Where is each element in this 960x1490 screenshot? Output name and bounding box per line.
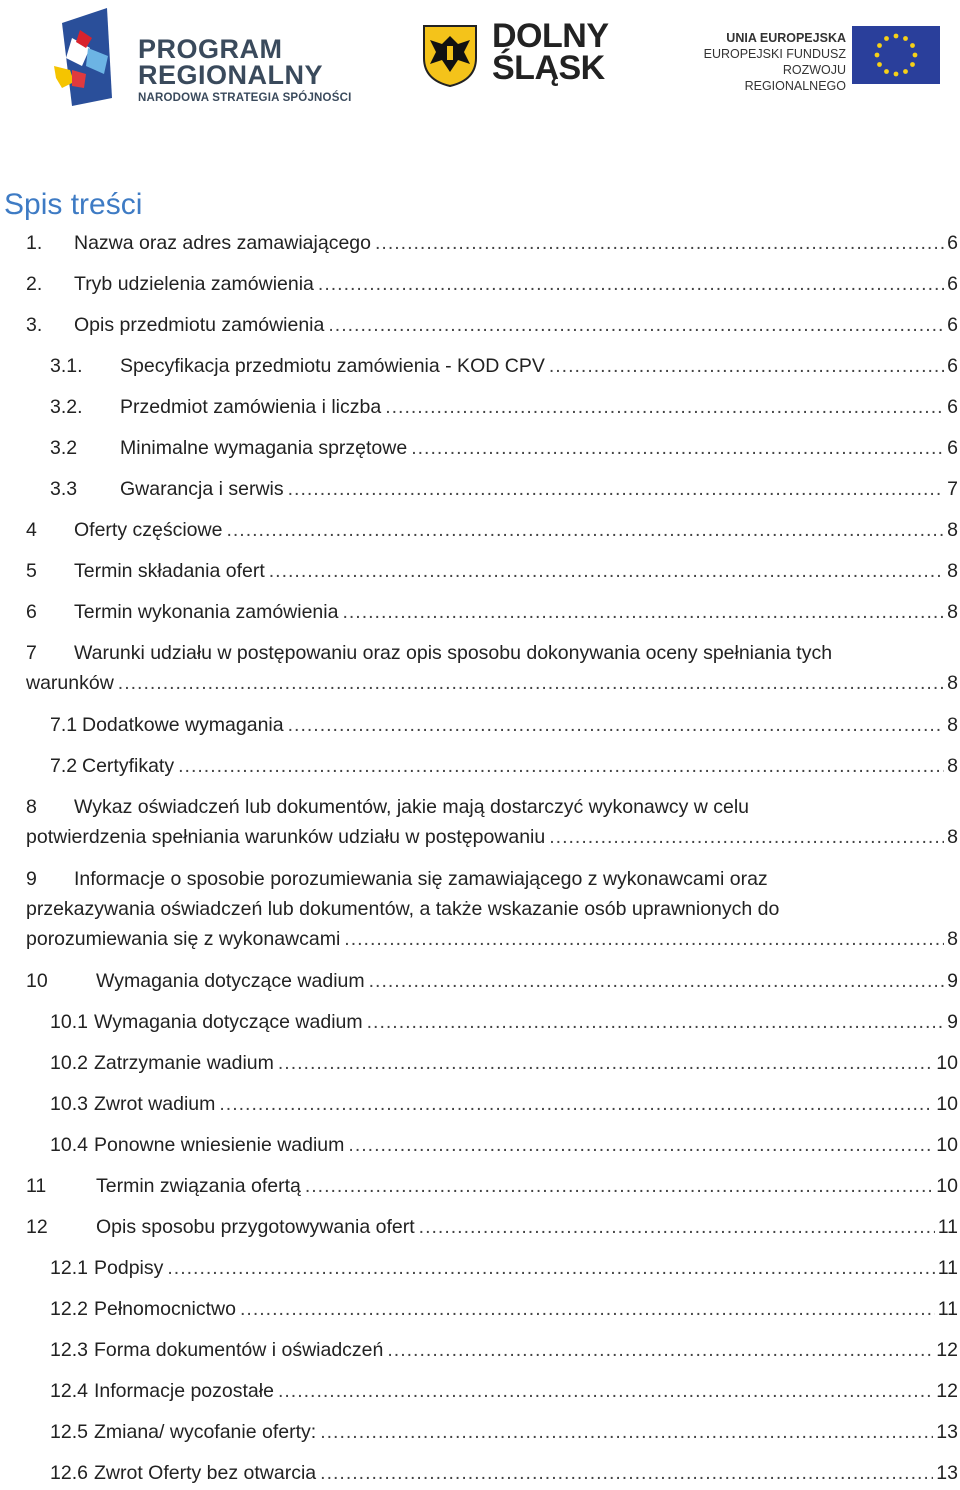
toc-entry-page: 7 [947,478,958,500]
toc-leader-dots [549,822,944,852]
dolny-slask-title: DOLNY ŚLĄSK [492,17,609,87]
toc-entry-number: 12.6 [50,1462,88,1484]
toc-entry[interactable] [0,710,960,740]
toc-entry-page: 12 [936,1339,958,1361]
toc-leader-dots [320,1417,933,1447]
toc-entry-text: Termin wykonania zamówienia [74,601,339,623]
toc-entry-text: Informacje pozostałe [94,1380,274,1402]
toc-entry-text-line: Wykaz oświadczeń lub dokumentów, jakie mają dostarczyć wykonawcy w celu [74,796,750,818]
toc-entry-text: Przedmiot zamówienia i liczba [120,396,382,418]
eu-line-1: UNIA EUROPEJSKA [726,31,846,45]
toc-entry-text: Gwarancja i serwis [120,478,284,500]
toc-leader-dots [226,515,944,545]
toc-entry-number: 10.2 [50,1052,88,1074]
toc-entry-page: 8 [947,560,958,582]
toc-entry-text: Podpisy [94,1257,164,1279]
toc-leader-dots [348,1130,933,1160]
toc-entry-number: 10.3 [50,1093,88,1115]
toc-entry[interactable] [0,792,960,852]
page-header [0,0,960,120]
toc-entry[interactable] [0,638,960,698]
toc-leader-dots [288,474,945,504]
toc-entry[interactable] [0,966,960,996]
toc-entry-number: 5 [26,560,37,582]
toc-entry-text: Ponowne wniesienie wadium [94,1134,345,1156]
toc-entry[interactable] [0,474,960,504]
toc-entry-text: Opis przedmiotu zamówienia [74,314,325,336]
toc-entry-page: 9 [947,1011,958,1033]
toc-leader-dots [367,1007,945,1037]
toc-leader-dots [178,751,944,781]
toc-leader-dots [219,1089,933,1119]
toc-entry[interactable] [0,1417,960,1447]
toc-leader-dots [278,1376,933,1406]
toc-leader-dots [342,597,944,627]
toc-leader-dots [320,1458,933,1488]
toc-entry-page: 13 [936,1462,958,1484]
toc-entry-text: Oferty częściowe [74,519,223,541]
toc-entry[interactable] [0,1048,960,1078]
toc-entry-number: 7.1 [50,714,78,736]
toc-leader-dots [167,1253,934,1283]
toc-entry[interactable] [0,1458,960,1488]
toc-entry-page: 8 [947,601,958,623]
toc-entry-page: 6 [947,232,958,254]
toc-entry-page: 10 [936,1175,958,1197]
toc-leader-dots [288,710,945,740]
toc-entry-text: Certyfikaty [82,755,175,777]
toc-entry-text: Wymagania dotyczące wadium [94,1011,363,1033]
toc-entry-text-line: Informacje o sposobie porozumiewania się zamawiającego z wykonawcami oraz [74,868,768,890]
toc-entry-text: Minimalne wymagania sprzętowe [120,437,408,459]
toc-entry-number: 11 [26,1175,47,1197]
toc-entry[interactable] [0,392,960,422]
toc-entry[interactable] [0,1007,960,1037]
toc-entry-text: Termin składania ofert [74,560,265,582]
toc-leader-dots [269,556,944,586]
toc-entry-text: Zatrzymanie wadium [94,1052,274,1074]
toc-entry[interactable] [0,351,960,381]
toc-entry-number: 12 [26,1216,48,1238]
toc-entry[interactable] [0,515,960,545]
toc-entry[interactable] [0,864,960,954]
toc-entry-text: Zwrot wadium [94,1093,216,1115]
toc-entry-text: Pełnomocnictwo [94,1298,236,1320]
toc-entry-text: Termin związania ofertą [96,1175,301,1197]
toc-entry-text-line: Warunki udziału w postępowaniu oraz opis sposobu dokonywania oceny spełniania tych [74,642,833,664]
program-regionalny-subtitle: NARODOWA STRATEGIA SPÓJNOŚCI [138,92,352,104]
toc-leader-dots [387,1335,933,1365]
dolny-slask-logo [420,17,630,92]
program-regionalny-logo [52,8,372,108]
toc-leader-dots [305,1171,933,1201]
toc-leader-dots [419,1212,935,1242]
toc-entry-page: 13 [936,1421,958,1443]
toc-entry[interactable] [0,597,960,627]
toc-entry-number: 3.3 [50,478,78,500]
toc-entry-text: Dodatkowe wymagania [82,714,284,736]
toc-entry-page: 8 [947,928,958,950]
eu-line-2: EUROPEJSKI FUNDUSZ [703,47,846,61]
toc-entry-text: porozumiewania się z wykonawcami [26,928,341,950]
toc-entry-page: 12 [936,1380,958,1402]
toc-entry-number: 10.1 [50,1011,88,1033]
toc-leader-dots [240,1294,935,1324]
toc-leader-dots [385,392,944,422]
toc-leader-dots [411,433,944,463]
toc-entry-number: 9 [26,868,37,890]
toc-entry-number: 3.2 [50,437,78,459]
toc-entry-page: 8 [947,519,958,541]
toc-entry-page: 6 [947,437,958,459]
toc-entry-number: 7.2 [50,755,78,777]
toc-entry[interactable] [0,1130,960,1160]
toc-entry-number: 12.1 [50,1257,88,1279]
toc-entry-number: 12.4 [50,1380,88,1402]
toc-entry-page: 6 [947,355,958,377]
toc-entry-number: 8 [26,796,37,818]
eu-line-3: ROZWOJU REGIONALNEGO [744,63,846,93]
toc-entry-text: Specyfikacja przedmiotu zamówienia - KOD CPV [120,355,545,377]
toc-entry-text: Zwrot Oferty bez otwarcia [94,1462,317,1484]
toc-entry[interactable] [0,1212,960,1242]
toc-entry-number: 12.5 [50,1421,88,1443]
toc-entry-number: 6 [26,601,37,623]
toc-entry-page: 8 [947,714,958,736]
toc-entry-page: 11 [937,1257,958,1279]
toc-entry-page: 9 [947,970,958,992]
dolny-slask-coat-of-arms-icon [420,22,480,88]
toc-entry[interactable] [0,1171,960,1201]
toc-entry-text: warunków [26,672,114,694]
toc-leader-dots [318,269,944,299]
toc-entry-page: 6 [947,314,958,336]
toc-leader-dots [369,966,945,996]
program-regionalny-title: PROGRAM REGIONALNY [138,34,324,90]
toc-title: Spis treści [4,188,143,221]
toc-entry[interactable] [0,1335,960,1365]
toc-entry-page: 8 [947,672,958,694]
toc-entry-text-line: przekazywania oświadczeń lub dokumentów, a także wskazanie osób uprawnionych do [26,898,780,920]
toc-leader-dots [118,668,944,698]
toc-entry-page: 11 [937,1298,958,1320]
toc-entry[interactable] [0,1253,960,1283]
toc-entry-number: 3.1. [50,355,83,377]
toc-entry-number: 10.4 [50,1134,88,1156]
toc-entry-text: Forma dokumentów i oświadczeń [94,1339,384,1361]
toc-leader-dots [328,310,944,340]
toc-entry-text: Tryb udzielenia zamówienia [74,273,314,295]
toc-entry-number: 1. [26,232,43,254]
toc-entry-page: 10 [936,1093,958,1115]
toc-entry-page: 10 [936,1134,958,1156]
toc-leader-dots [278,1048,933,1078]
toc-entry-number: 3. [26,314,43,336]
toc-entry-page: 8 [947,826,958,848]
toc-entry-page: 8 [947,755,958,777]
toc-entry[interactable] [0,310,960,340]
toc-entry-text: Opis sposobu przygotowywania ofert [96,1216,415,1238]
toc-leader-dots [375,228,944,258]
toc-entry-number: 10 [26,970,48,992]
toc-entry-text: Zmiana/ wycofanie oferty: [94,1421,317,1443]
toc-entry-number: 7 [26,642,37,664]
toc-entry[interactable] [0,433,960,463]
toc-entry[interactable] [0,228,960,258]
toc-leader-dots [344,924,944,954]
toc-entry-page: 6 [947,396,958,418]
toc-entry-number: 12.2 [50,1298,88,1320]
eu-text [684,30,846,94]
toc-entry[interactable] [0,1294,960,1324]
toc-entry-number: 2. [26,273,43,295]
program-regionalny-emblem-icon [52,8,132,108]
toc-entry-number: 3.2. [50,396,83,418]
toc-entry-page: 6 [947,273,958,295]
toc-entry-text: Nazwa oraz adres zamawiającego [74,232,371,254]
toc-leader-dots [549,351,944,381]
toc-entry-text: Wymagania dotyczące wadium [96,970,365,992]
toc-entry[interactable] [0,269,960,299]
eu-flag-icon [852,26,940,84]
toc-entry-page: 11 [937,1216,958,1238]
toc-entry[interactable] [0,1376,960,1406]
eu-logo [680,26,950,93]
toc-entry[interactable] [0,751,960,781]
toc-entry-number: 12.3 [50,1339,88,1361]
toc-entry[interactable] [0,1089,960,1119]
toc-entry[interactable] [0,556,960,586]
toc-entry-text: potwierdzenia spełniania warunków udziału w postępowaniu [26,826,546,848]
toc-entry-number: 4 [26,519,37,541]
toc-entry-page: 10 [936,1052,958,1074]
